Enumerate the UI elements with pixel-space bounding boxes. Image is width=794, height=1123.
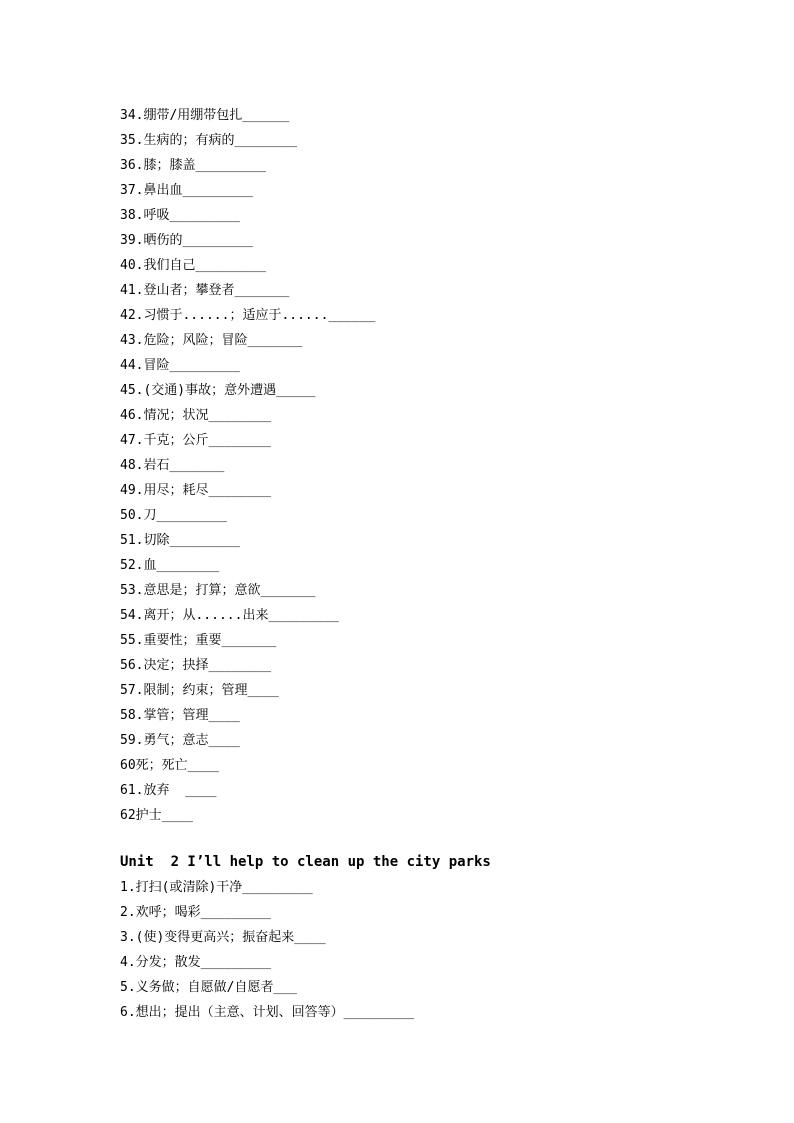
vocab-item: 48.岩石_______	[120, 458, 225, 473]
vocab-item: 40.我们自己_________	[120, 258, 266, 273]
vocab-item: 49.用尽；耗尽________	[120, 483, 272, 498]
vocab-item: 46.情况；状况________	[120, 408, 272, 423]
vocab-item: 45.(交通)事故；意外遭遇_____	[120, 383, 316, 398]
vocab-item: 52.血________	[120, 558, 220, 573]
vocab-item: 56.决定；抉择________	[120, 658, 272, 673]
vocab-item: 39.晒伤的_________	[120, 233, 253, 248]
vocab-item: 62护士____	[120, 808, 193, 823]
vocab-item: 43.危险；风险；冒险_______	[120, 333, 303, 348]
vocab-item: 36.膝；膝盖_________	[120, 158, 266, 173]
vocab-item: 44.冒险_________	[120, 358, 240, 373]
vocab-item: 5.义务做；自愿做/自愿者___	[120, 980, 297, 995]
vocab-item: 2.欢呼；喝彩_________	[120, 905, 272, 920]
vocab-item: 3.(使)变得更高兴；振奋起来____	[120, 930, 326, 945]
vocab-item: 35.生病的；有病的________	[120, 133, 298, 148]
unit-heading: Unit 2 I’ll help to clean up the city parks	[120, 854, 491, 870]
vocab-item: 51.切除_________	[120, 533, 240, 548]
vocab-item: 34.绷带/用绷带包扎______	[120, 108, 290, 123]
vocab-item: 50.刀_________	[120, 508, 227, 523]
vocab-item: 60死；死亡____	[120, 758, 219, 773]
vocab-item: 37.鼻出血_________	[120, 183, 253, 198]
vocab-item: 58.掌管；管理____	[120, 708, 240, 723]
vocab-item: 55.重要性；重要_______	[120, 633, 277, 648]
vocab-item: 1.打扫(或清除)干净_________	[120, 880, 313, 895]
vocab-item: 47.千克；公斤________	[120, 433, 272, 448]
vocab-list-unit-1	[120, 103, 760, 828]
vocab-item: 57.限制；约束；管理____	[120, 683, 279, 698]
vocab-item: 42.习惯于......；适应于......______	[120, 308, 376, 323]
vocab-item: 6.想出；提出（主意、计划、回答等）_________	[120, 1005, 415, 1020]
vocab-item: 59.勇气；意志____	[120, 733, 240, 748]
vocab-item: 41.登山者；攀登者_______	[120, 283, 290, 298]
vocab-item: 54.离开；从......出来_________	[120, 608, 339, 623]
vocab-item: 61.放弃 ____	[120, 783, 217, 798]
vocab-list-unit-2	[120, 875, 760, 1025]
vocab-item: 4.分发；散发_________	[120, 955, 272, 970]
vocab-item: 53.意思是；打算；意欲_______	[120, 583, 316, 598]
vocab-item: 38.呼吸_________	[120, 208, 240, 223]
